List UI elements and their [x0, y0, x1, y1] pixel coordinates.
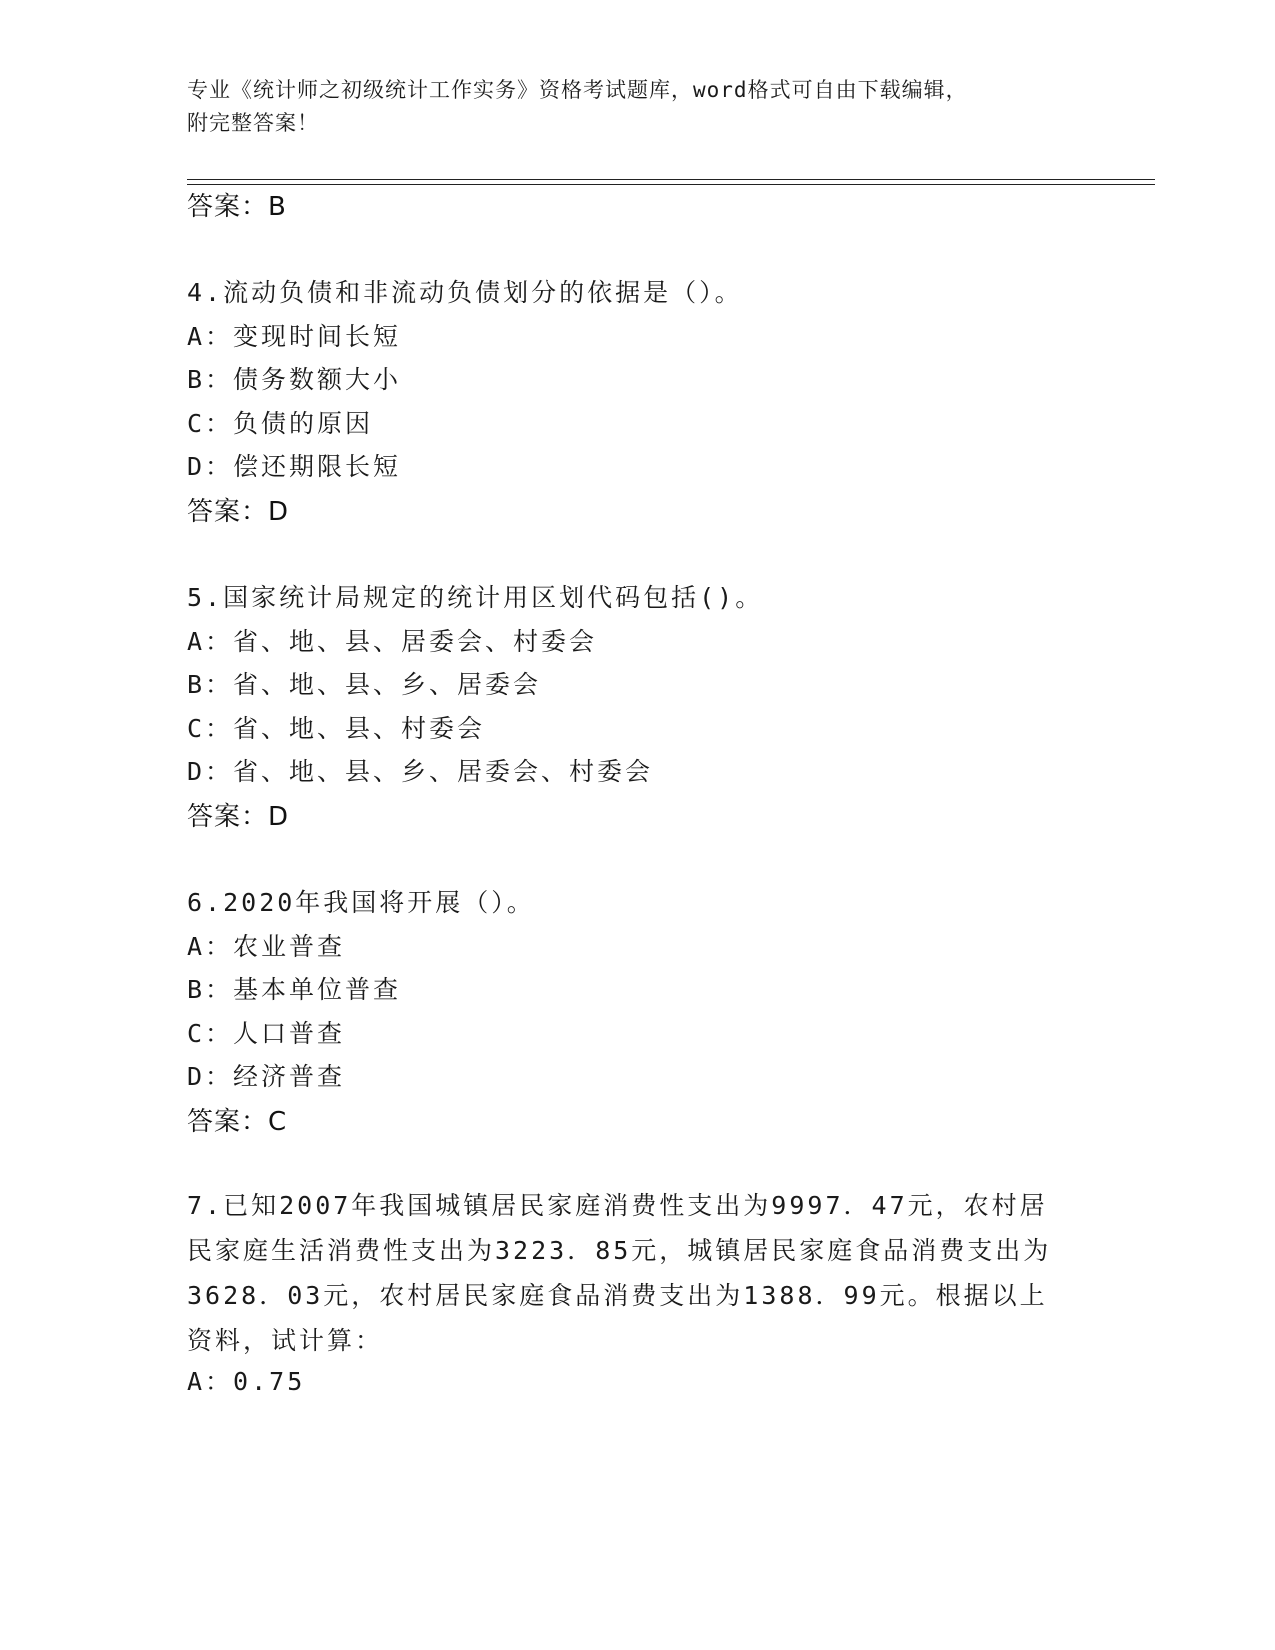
- question-5-option-c: C：省、地、县、村委会: [187, 714, 486, 743]
- question-4-option-a: A：变现时间长短: [187, 322, 402, 351]
- question-6: 6.2020年我国将开展（）。: [187, 888, 535, 917]
- question-5-option-d: D：省、地、县、乡、居委会、村委会: [187, 757, 654, 786]
- question-7-option-a: A：0.75: [187, 1367, 306, 1396]
- header-divider-bottom: [187, 184, 1155, 185]
- answer-4: 答案：D: [187, 497, 290, 527]
- question-5-option-b: B：省、地、县、乡、居委会: [187, 670, 542, 699]
- question-4-option-d: D：偿还期限长短: [187, 452, 402, 481]
- header-divider-top: [187, 179, 1155, 180]
- header-line-1: 专业《统计师之初级统计工作实务》资格考试题库，word格式可自由下载编辑，: [187, 78, 968, 102]
- question-7: 7.已知2007年我国城镇居民家庭消费性支出为9997．47元，农村居民家庭生活消费性支出为3223．85元，城镇居民家庭食品消费支出为3628．03元，农村居民家庭食品消费支出为1388．99元。根据以上资料，试计算：: [187, 1191, 1052, 1355]
- question-6-option-d: D：经济普查: [187, 1062, 346, 1091]
- header-line-2: 附完整答案！: [187, 111, 319, 135]
- answer-3: 答案：B: [187, 192, 287, 222]
- answer-5: 答案：D: [187, 802, 290, 832]
- document-header: [187, 74, 1087, 140]
- question-4-option-b: B：债务数额大小: [187, 365, 402, 394]
- answer-6: 答案：C: [187, 1107, 288, 1137]
- question-6-option-c: C：人口普查: [187, 1019, 346, 1048]
- question-6-option-b: B：基本单位普查: [187, 975, 402, 1004]
- question-4-option-c: C：负债的原因: [187, 409, 374, 438]
- question-5: 5.国家统计局规定的统计用区划代码包括()。: [187, 583, 764, 612]
- question-4: 4.流动负债和非流动负债划分的依据是（）。: [187, 278, 743, 307]
- question-6-option-a: A：农业普查: [187, 932, 346, 961]
- question-5-option-a: A：省、地、县、居委会、村委会: [187, 627, 598, 656]
